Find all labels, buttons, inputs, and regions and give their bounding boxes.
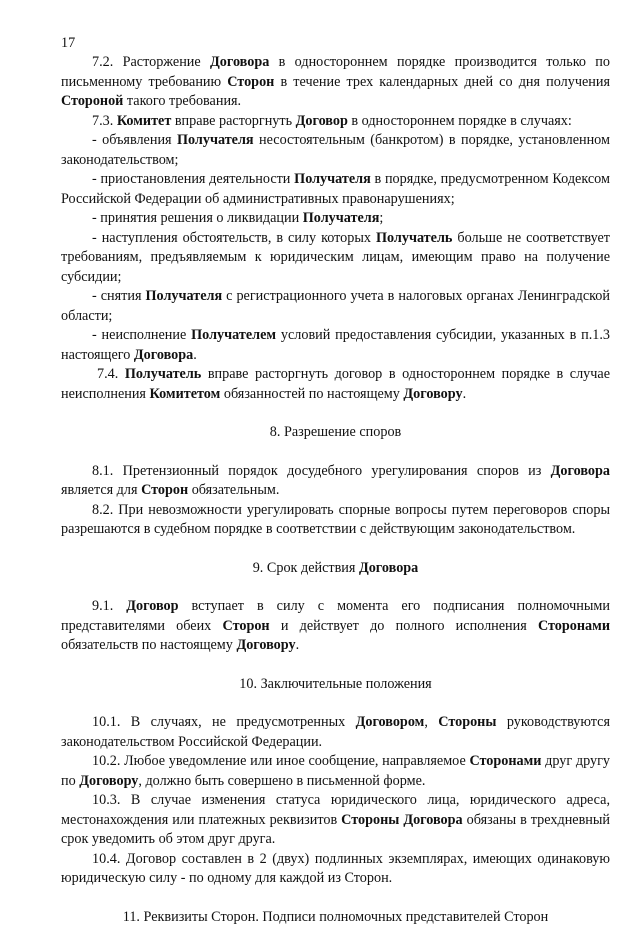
- clause-7-3-item-3: [61, 209, 610, 229]
- text-run: в течение трех календарных дней со дня получения: [274, 74, 610, 90]
- text-run: с регистрационного учета в налоговых органах Ленинградской области;: [61, 288, 610, 324]
- bold-term: Договор: [296, 113, 348, 129]
- text-run: 10.3. В случае изменения статуса юридического лица, юридического адреса, местонахождения или платежных реквизитов: [61, 792, 610, 828]
- clause-10-4: [61, 850, 610, 889]
- bold-term: Договором: [356, 714, 425, 730]
- clause-7-3-item-2: [61, 170, 610, 209]
- text-run: такого требования.: [123, 93, 241, 109]
- text-run: 7.2. Расторжение: [92, 54, 210, 70]
- bold-term: Сторон: [227, 74, 274, 90]
- text-run: друг другу по: [61, 753, 610, 789]
- text-run: больше не соответствует требованиям, предъявляемым к юридическим лицам, имеющим право на получение субсидии;: [61, 230, 610, 285]
- text-run: .: [296, 637, 300, 653]
- text-run: 10.2. Любое уведомление или иное сообщение, направляемое: [92, 753, 469, 769]
- section-9-heading: [61, 559, 610, 579]
- clause-7-3-item-5: [61, 287, 610, 326]
- bold-term: Договора: [403, 812, 462, 828]
- bold-term: Комитетом: [150, 386, 221, 402]
- text-run: несостоятельным (банкротом) в порядке, установленном законодательством;: [61, 132, 610, 168]
- text-run: 10.1. В случаях, не предусмотренных: [92, 714, 356, 730]
- section-10-heading: [61, 675, 610, 695]
- text-run: в порядке, предусмотренном Кодексом Российской Федерации об административных правонарушениях;: [61, 171, 610, 207]
- text-run: в одностороннем порядке производится только по письменному требованию: [61, 54, 610, 90]
- text-run: вправе расторгнуть договор в одностороннем порядке в случае неисполнения: [61, 366, 610, 402]
- document-body: [61, 53, 610, 927]
- section-11-heading: [61, 908, 610, 927]
- clause-7-2: [61, 53, 610, 112]
- text-run: обязанностей по настоящему: [220, 386, 403, 402]
- text-run: 9. Срок действия: [253, 560, 359, 576]
- bold-term: Получателя: [294, 171, 371, 187]
- bold-term: Стороны: [438, 714, 496, 730]
- bold-term: Сторон: [223, 618, 270, 634]
- bold-term: Получателем: [191, 327, 276, 343]
- bold-term: Комитет: [117, 113, 171, 129]
- bold-term: Договора: [359, 560, 418, 576]
- clause-7-3-item-1: [61, 131, 610, 170]
- text-run: - неисполнение: [92, 327, 191, 343]
- bold-term: Договору: [236, 637, 295, 653]
- text-run: ,: [424, 714, 438, 730]
- clause-10-3: [61, 791, 610, 850]
- text-run: 9.1.: [92, 598, 126, 614]
- text-run: обязательным.: [188, 482, 279, 498]
- bold-term: Сторонами: [469, 753, 541, 769]
- bold-term: Получателя: [303, 210, 380, 226]
- text-run: вправе расторгнуть: [171, 113, 295, 129]
- text-run: вступает в силу с момента его подписания полномочными представителями обеих: [61, 598, 610, 634]
- text-run: 10. Заключительные положения: [239, 676, 431, 692]
- text-run: обязаны в трехдневный срок уведомить об этом друг друга.: [61, 812, 610, 848]
- bold-term: Договора: [134, 347, 193, 363]
- bold-term: Договора: [210, 54, 269, 70]
- bold-term: Получателя: [177, 132, 254, 148]
- text-run: ;: [379, 210, 383, 226]
- text-run: 10.4. Договор составлен в 2 (двух) подлинных экземплярах, имеющих одинаковую юридическую силу - по одному для каждой из Сторон.: [61, 851, 610, 887]
- text-run: обязательств по настоящему: [61, 637, 236, 653]
- clause-8-1: [61, 462, 610, 501]
- bold-term: Стороны: [341, 812, 399, 828]
- bold-term: Договору: [79, 773, 138, 789]
- bold-term: Сторон: [141, 482, 188, 498]
- bold-term: Договора: [551, 463, 610, 479]
- text-run: 8. Разрешение споров: [270, 424, 402, 440]
- text-run: 7.3.: [92, 113, 117, 129]
- clause-10-1: [61, 713, 610, 752]
- bold-term: Стороной: [61, 93, 123, 109]
- bold-term: Получатель: [376, 230, 452, 246]
- bold-term: Сторонами: [538, 618, 610, 634]
- clause-7-4: [61, 365, 610, 404]
- clause-7-3-item-4: [61, 229, 610, 288]
- text-run: 8.1. Претензионный порядок досудебного урегулирования споров из: [92, 463, 551, 479]
- clause-10-2: [61, 752, 610, 791]
- text-run: , должно быть совершено в письменной форме.: [138, 773, 425, 789]
- text-run: условий предоставления субсидии, указанных в п.1.3 настоящего: [61, 327, 610, 363]
- text-run: - приостановления деятельности: [92, 171, 294, 187]
- text-run: является для: [61, 482, 141, 498]
- section-8-heading: [61, 423, 610, 443]
- text-run: - наступления обстоятельств, в силу которых: [92, 230, 376, 246]
- bold-term: Договор: [126, 598, 178, 614]
- clause-7-3-item-6: [61, 326, 610, 365]
- clause-7-3: [61, 112, 610, 132]
- text-run: - объявления: [92, 132, 177, 148]
- text-run: - принятия решения о ликвидации: [92, 210, 303, 226]
- text-run: 11. Реквизиты Сторон. Подписи полномочных представителей Сторон: [123, 909, 549, 925]
- bold-term: Договору: [403, 386, 462, 402]
- text-run: .: [463, 386, 467, 402]
- text-run: - снятия: [92, 288, 146, 304]
- text-run: в одностороннем порядке в случаях:: [348, 113, 572, 129]
- bold-term: Получателя: [146, 288, 223, 304]
- page-number: 17: [61, 34, 75, 53]
- text-run: 8.2. При невозможности урегулировать спорные вопросы путем переговоров споры разрешаются в судебном порядке в соответствии с действующим законодательством.: [61, 502, 610, 538]
- text-run: и действует до полного исполнения: [270, 618, 538, 634]
- bold-term: Получатель: [125, 366, 201, 382]
- text-run: 7.4.: [97, 366, 125, 382]
- text-run: руководствуются законодательством Российской Федерации.: [61, 714, 610, 750]
- clause-8-2: [61, 501, 610, 540]
- clause-9-1: [61, 597, 610, 656]
- text-run: .: [193, 347, 197, 363]
